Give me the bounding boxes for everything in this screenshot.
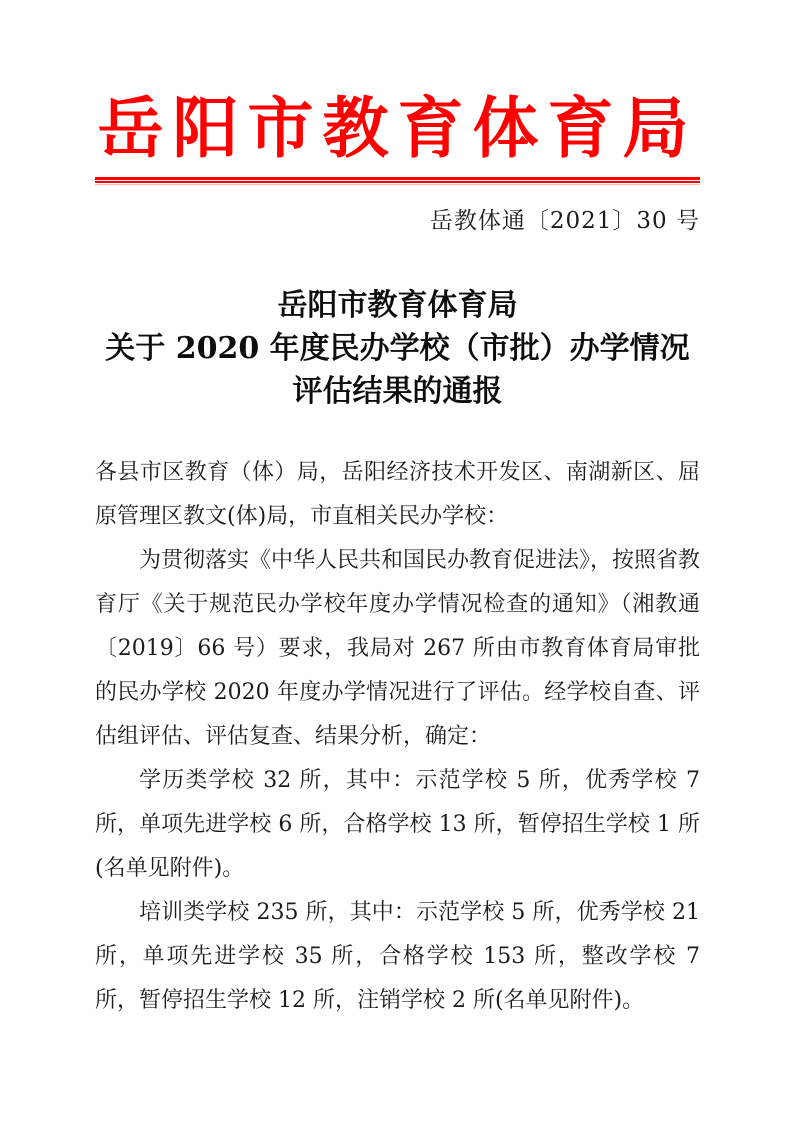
document-body bbox=[95, 451, 700, 1023]
red-separator-line bbox=[95, 177, 700, 185]
intro-paragraph: 为贯彻落实《中华人民共和国民办教育促进法》，按照省教育厅《关于规范民办学校年度办学情况检查的通知》（湘教通〔2019〕66 号）要求，我局对 267 所由市教育体育局审批的民办学校 2020 年度办学情况进行了评估。经学校自查、评估组评估、评估复查、结果分析，确定： bbox=[95, 548, 701, 749]
salutation-paragraph: 各县市区教育（体）局，岳阳经济技术开发区、南湖新区、屈原管理区教文(体)局，市直相关民办学校： bbox=[95, 460, 700, 529]
red-rule-thick-line bbox=[95, 177, 700, 180]
notice-title-line-3: 评估结果的通报 bbox=[292, 374, 503, 409]
document-number: 岳教体通〔2021〕30 号 bbox=[429, 208, 700, 234]
notice-title-line-2: 关于 2020 年度民办学校（市批）办学情况 bbox=[105, 331, 690, 366]
letterhead-agency-name: 岳阳市教育体育局 bbox=[97, 89, 698, 167]
red-rule-faint-line bbox=[95, 184, 700, 185]
notice-title-line-1: 岳阳市教育体育局 bbox=[277, 288, 518, 323]
notice-title bbox=[95, 284, 700, 413]
degree-schools-paragraph: 学历类学校 32 所，其中：示范学校 5 所，优秀学校 7 所，单项先进学校 6 所，合格学校 13 所，暂停招生学校 1 所(名单见附件)。 bbox=[95, 768, 700, 881]
red-rule-thin-line bbox=[95, 181, 700, 183]
training-schools-paragraph: 培训类学校 235 所，其中：示范学校 5 所，优秀学校 21 所，单项先进学校 35 所，合格学校 153 所，整改学校 7 所，暂停招生学校 12 所，注销学校 2 所(名单见附件)。 bbox=[95, 900, 700, 1013]
